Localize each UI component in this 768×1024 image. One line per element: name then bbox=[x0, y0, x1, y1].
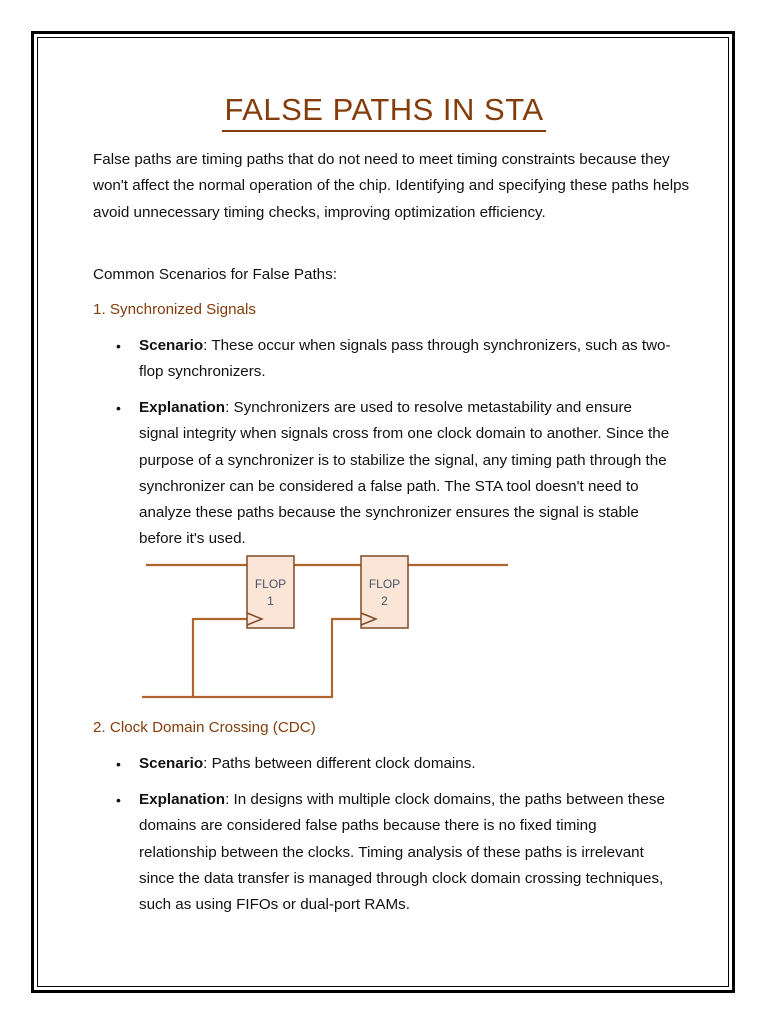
section-2-heading: 2. Clock Domain Crossing (CDC) bbox=[93, 719, 316, 736]
common-scenarios-label: Common Scenarios for False Paths: bbox=[93, 266, 337, 283]
flop-1-label-line2: 1 bbox=[267, 594, 274, 608]
flop-2-label-line2: 2 bbox=[381, 594, 388, 608]
section-2-explanation-text bbox=[139, 787, 674, 918]
section-1-heading: 1. Synchronized Signals bbox=[93, 301, 256, 318]
clock-wire-flop2 bbox=[193, 619, 361, 697]
flop-2-box bbox=[361, 556, 408, 628]
section-2-scenario-text bbox=[139, 751, 674, 777]
bullet-icon: • bbox=[116, 756, 121, 772]
explanation-body: : Synchronizers are used to resolve metastability and ensure signal integrity when signals cross from one clock domain to another. Since the purpose of a synchronizer is to stabilize the signal, any timing path through the synchronizer can be considered a false path. The STA tool doesn't need to analyze these paths because the synchronizer ensures the signal is stable before it's used. bbox=[139, 399, 670, 548]
explanation-label: Explanation bbox=[139, 791, 226, 808]
explanation-body: : In designs with multiple clock domains, the paths between these domains are considered false paths because there is no fixed timing relationship between the clocks. Timing analysis of these paths is irrelevant since the data transfer is managed through clock domain crossing techniques, such as using FIFOs or dual-port RAMs. bbox=[139, 791, 665, 914]
bullet-icon: • bbox=[116, 338, 121, 354]
scenario-body: : These occur when signals pass through synchronizers, such as two-flop synchronizers. bbox=[139, 337, 671, 381]
flop-2-label-line1: FLOP bbox=[368, 577, 401, 591]
scenario-label: Scenario bbox=[139, 337, 204, 354]
scenario-body: : Paths between different clock domains. bbox=[203, 755, 476, 772]
flop-1-box bbox=[247, 556, 294, 628]
page-title-text: FALSE PATHS IN STA bbox=[222, 92, 545, 132]
intro-paragraph: False paths are timing paths that do not need to meet timing constraints because they won't affect the normal operation of the chip. Identifying and specifying these paths helps avoid unnecessary timing checks, improving optimization efficiency. bbox=[93, 151, 690, 221]
bullet-icon: • bbox=[116, 400, 121, 416]
clock-wire-flop1 bbox=[142, 619, 247, 697]
explanation-label: Explanation bbox=[139, 399, 226, 416]
bullet-icon: • bbox=[116, 792, 121, 808]
flop-1-label-line1: FLOP bbox=[254, 577, 287, 591]
scenario-label: Scenario bbox=[139, 755, 204, 772]
